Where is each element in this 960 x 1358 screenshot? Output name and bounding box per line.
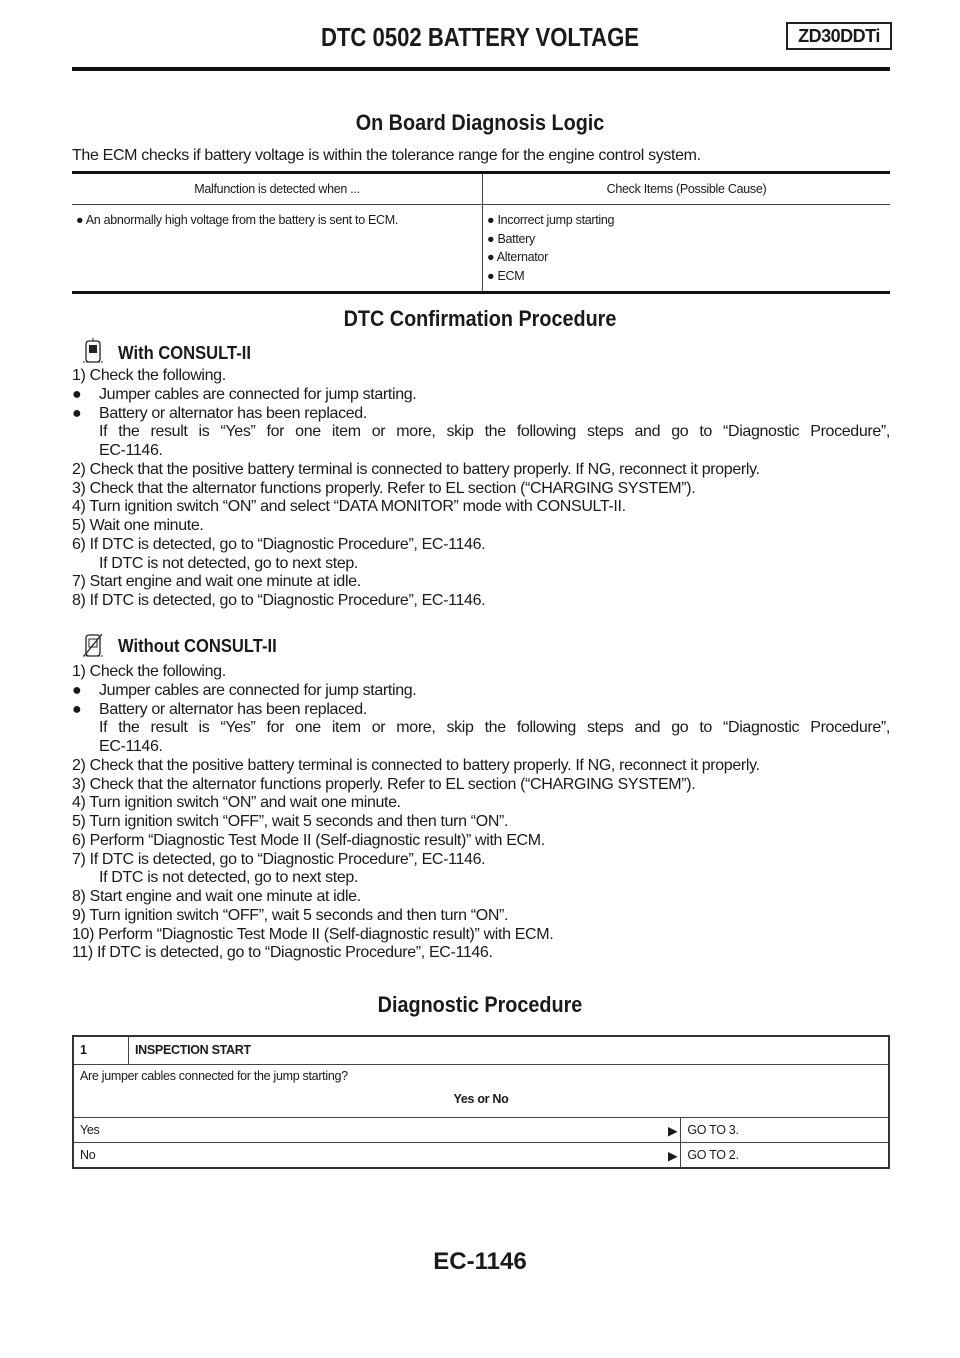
bullet-item: ● An abnormally high voltage from the battery is sent to ECM. [76,213,399,227]
step-line: ● Battery or alternator has been replaced. [72,404,367,422]
with-consult-steps [72,367,890,611]
bullet-item: ● Battery [487,231,535,246]
step-line: 10) Perform “Diagnostic Test Mode II (Self-diagnostic result)” with ECM. [72,925,554,943]
bullet-icon: ● [487,268,495,283]
bullet-icon: ● [487,250,495,264]
malfunction-cell [72,205,483,293]
step-line: If DTC is not detected, go to next step. [99,869,359,887]
obd-intro: The ECM checks if battery voltage is within the tolerance range for the engine control system. [72,147,701,164]
step-line: 8) Start engine and wait one minute at idle. [72,888,361,905]
step-line: 3) Check that the alternator functions properly. Refer to EL section (“CHARGING SYSTEM”). [72,479,696,497]
answer-row-yes [73,1117,889,1142]
step-title: INSPECTION START [129,1036,890,1064]
engine-badge: ZD30DDTi [786,22,892,50]
step-line: If the result is “Yes” for one item or more, skip the following steps and go to “Diagnostic Procedure”, [99,423,890,441]
bullet-icon: ● [72,385,82,403]
bullet-icon: ● [487,213,495,227]
bullet-item: ● ECM [487,268,525,283]
bullet-icon: ● [487,231,495,246]
bullet-item: ● Incorrect jump starting [487,213,615,227]
step-line: EC-1146. [99,738,163,755]
step-line: 6) If DTC is detected, go to “Diagnostic Procedure”, EC-1146. [72,535,486,553]
step-line: 7) Start engine and wait one minute at idle. [72,573,361,591]
answer-prompt: Yes or No [453,1091,509,1106]
step-line: 2) Check that the positive battery terminal is connected to battery properly. If NG, reconnect it properly. [72,460,760,478]
col-header-check-items: Check Items (Possible Cause) [483,173,891,205]
step-line: 11) If DTC is detected, go to “Diagnostic Procedure”, EC-1146. [72,944,493,962]
without-consult-title: Without CONSULT-II [118,636,277,656]
arrow-right-icon: ▶ [667,1123,678,1138]
consult-tester-icon [82,338,104,364]
action-yes[interactable]: GO TO 3. [681,1117,889,1142]
obd-heading: On Board Diagnosis Logic [355,110,605,135]
page-header-title: DTC 0502 BATTERY VOLTAGE [320,22,640,52]
header-rule [72,67,890,71]
with-consult-title: With CONSULT-II [118,343,251,363]
step-line: 3) Check that the alternator functions properly. Refer to EL section (“CHARGING SYSTEM”). [72,775,696,793]
step-line: 2) Check that the positive battery terminal is connected to battery properly. If NG, reconnect it properly. [72,756,760,774]
bullet-icon: ● [72,681,82,699]
page-number: EC-1146 [433,1248,527,1275]
step-question-cell [73,1064,889,1117]
obd-table [72,171,890,294]
step-line: 4) Turn ignition switch “ON” and wait one minute. [72,794,401,812]
arrow-right-icon: ▶ [667,1148,678,1163]
step-line: 1) Check the following. [72,663,226,680]
step-line: 8) If DTC is detected, go to “Diagnostic Procedure”, EC-1146. [72,592,486,609]
step-line: ● Jumper cables are connected for jump starting. [72,681,417,699]
step-line: EC-1146. [99,442,163,459]
step-line: 1) Check the following. [72,367,226,384]
step-line: 4) Turn ignition switch “ON” and select “DATA MONITOR” mode with CONSULT-II. [72,498,626,516]
diag-step-table [72,1035,890,1169]
step-line: If DTC is not detected, go to next step. [99,554,359,572]
step-line: 9) Turn ignition switch “OFF”, wait 5 seconds and then turn “ON”. [72,906,509,924]
step-line: 7) If DTC is detected, go to “Diagnostic Procedure”, EC-1146. [72,850,486,868]
step-line: 5) Wait one minute. [72,517,204,534]
step-line: 5) Turn ignition switch “OFF”, wait 5 seconds and then turn “ON”. [72,813,509,830]
bullet-item: ● Alternator [487,250,548,264]
step-line: 6) Perform “Diagnostic Test Mode II (Self-diagnostic result)” with ECM. [72,831,545,849]
col-header-malfunction: Malfunction is detected when ... [72,173,483,205]
step-line: If the result is “Yes” for one item or more, skip the following steps and go to “Diagnostic Procedure”, [99,719,890,737]
dtc-heading: DTC Confirmation Procedure [343,306,617,331]
answer-yes: Yes ▶ [73,1117,681,1142]
step-number: 1 [73,1036,129,1064]
step-question: Are jumper cables connected for the jump starting? [80,1068,348,1083]
bullet-icon: ● [72,700,82,718]
bullet-icon: ● [72,404,82,422]
diag-heading: Diagnostic Procedure [377,992,583,1017]
step-line: ● Battery or alternator has been replaced. [72,700,367,718]
bullet-icon: ● [76,213,84,227]
step-line: ● Jumper cables are connected for jump starting. [72,385,417,403]
answer-row-no [73,1142,889,1168]
check-items-cell [483,205,891,293]
no-tester-icon [82,632,104,658]
answer-no: No ▶ [73,1142,681,1168]
without-consult-steps [72,663,890,963]
action-no[interactable]: GO TO 2. [681,1142,889,1168]
